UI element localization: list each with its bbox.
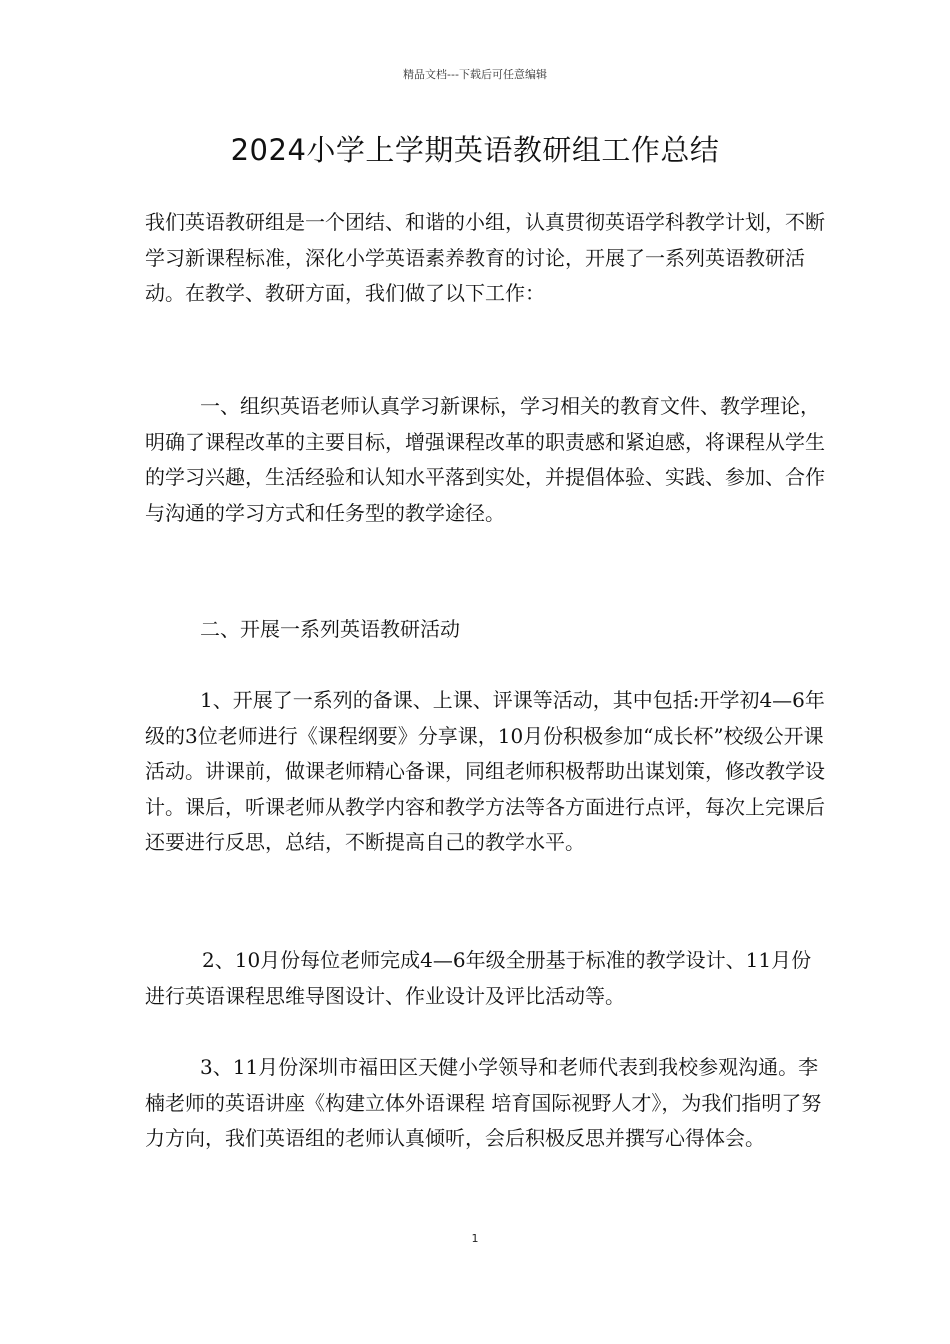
document-title: 2024小学上学期英语教研组工作总结 — [230, 133, 720, 167]
page-number: 1 — [471, 1232, 479, 1245]
paragraph-section-1: 一、组织英语老师认真学习新课标，学习相关的教育文件、教学理论，明确了课程改革的主要目标，增强课程改革的职责感和紧迫感，将课程从学生的学习兴趣，生活经验和认知水平落到实处，并提倡体验、实践、参加、合作与沟通的学习方式和任务型的教学途径。 — [145, 394, 825, 525]
paragraph-intro: 我们英语教研组是一个团结、和谐的小组，认真贯彻英语学科教学计划，不断学习新课程标准，深化小学英语素养教育的讨论，开展了一系列英语教研活动。在教学、教研方面，我们做了以下工作： — [145, 210, 825, 305]
paragraph-item-2: 2、10月份每位老师完成4—6年级全册基于标准的教学设计、11月份进行英语课程思维导图设计、作业设计及评比活动等。 — [145, 948, 812, 1008]
paragraph-item-3: 3、11月份深圳市福田区天健小学领导和老师代表到我校参观沟通。李楠老师的英语讲座《构建立体外语课程 培育国际视野人才》，为我们指明了努力方向，我们英语组的老师认真倾听，会后积极反思并撰写心得体会。 — [145, 1055, 822, 1150]
section-heading-2: 二、开展一系列英语教研活动 — [200, 617, 460, 641]
paragraph-item-1: 1、开展了一系列的备课、上课、评课等活动，其中包括:开学初4—6年级的3位老师进行《课程纲要》分享课，10月份积极参加“成长杯”校级公开课活动。讲课前，做课老师精心备课，同组老师积极帮助出谋划策，修改教学设计。课后，听课老师从教学内容和教学方法等各方面进行点评，每次上完课后还要进行反思，总结，不断提高自己的教学水平。 — [145, 688, 825, 854]
header-note: 精品文档---下载后可任意编辑 — [403, 68, 547, 81]
